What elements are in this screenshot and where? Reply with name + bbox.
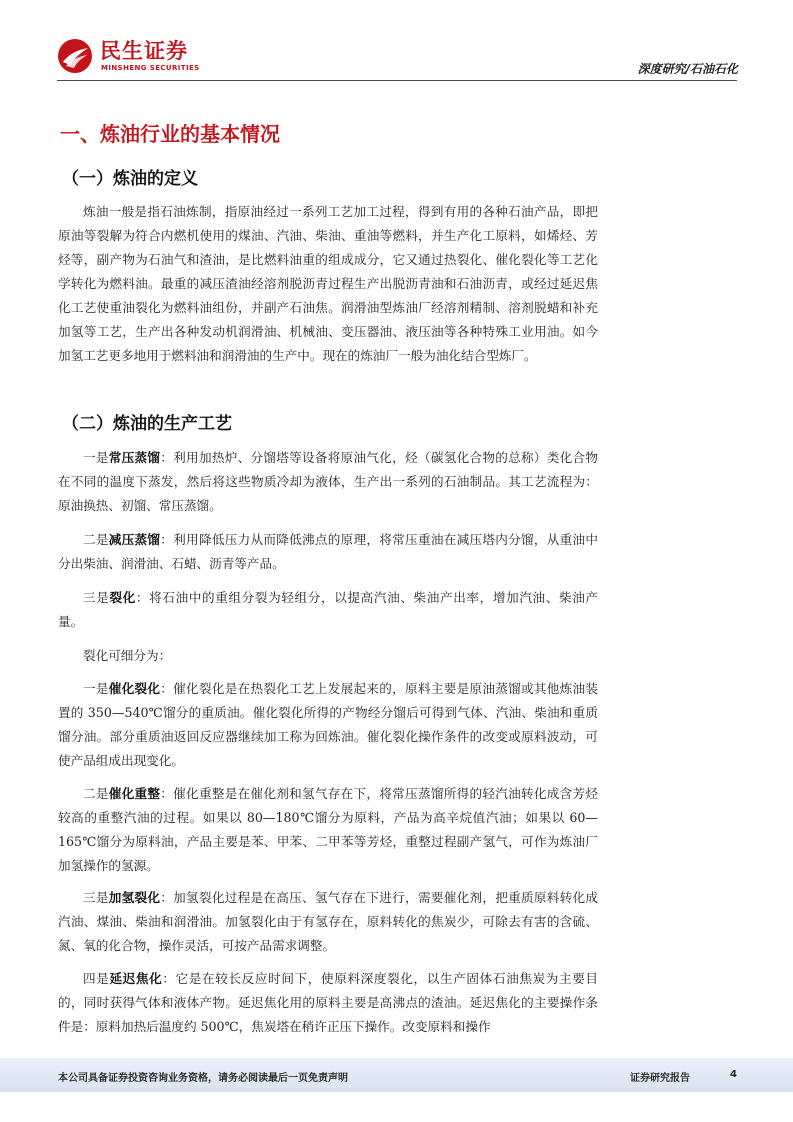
process-paragraph-reforming: [58, 782, 598, 878]
report-category: 深度研究/石油石化: [637, 62, 738, 76]
page-footer: [0, 1058, 793, 1122]
subsection-title-definition: （一）炼油的定义: [62, 169, 198, 189]
paragraph-lead: 三是: [83, 890, 109, 905]
paragraph-body: ：催化重整是在催化剂和氢气存在下，将常压蒸馏所得的轻汽油转化成含芳烃较高的重整汽油的过程。如果以 80—180℃馏分为原料，产品为高辛烷值汽油；如果以 60—165℃馏分为原料油，产品主要是苯、甲苯、二甲苯等芳烃，重整过程副产氢气，可作为炼油厂加氢操作的氢源。: [58, 786, 599, 873]
page-number: 4: [730, 1069, 737, 1080]
paragraph-lead: 四是: [83, 971, 110, 986]
process-paragraph-vacuum: [58, 528, 598, 576]
process-term: 催化裂化: [108, 681, 161, 696]
paragraph-body: ：将石油中的重组分裂为轻组分，以提高汽油、柴油产出率，增加汽油、柴油产量。: [58, 590, 599, 629]
page-header: [0, 0, 793, 80]
logo-text-en: MINSHENG SECURITIES: [101, 64, 200, 72]
process-paragraph-cracking: [58, 586, 598, 634]
paragraph-lead: 一是: [83, 681, 109, 696]
paragraph-body: ：它是在较长反应时间下，使原料深度裂化，以生产固体石油焦炭为主要目的，同时获得气体和液体产物。延迟焦化用的原料主要是高沸点的渣油。延迟焦化的主要操作条件是：原料加热后温度约 500℃，焦炭塔在稍许正压下操作。改变原料和操作: [58, 971, 599, 1034]
process-term: 减压蒸馏: [108, 532, 161, 547]
paragraph-lead: 二是: [83, 786, 109, 801]
footer-report-type: 证券研究报告: [630, 1073, 690, 1084]
process-term: 裂化: [109, 590, 136, 605]
paragraph-body: ：加氢裂化过程是在高压、氢气存在下进行，需要催化剂，把重质原料转化成汽油、煤油、柴油和润滑油。加氢裂化由于有氢存在，原料转化的焦炭少，可除去有害的含硫、氮、氧的化合物，操作灵活，可按产品需求调整。: [58, 890, 599, 953]
cracking-subtypes-intro: 裂化可细分为：: [83, 648, 172, 663]
subsection-title-process: （二）炼油的生产工艺: [62, 414, 232, 434]
process-paragraph-hydrocracking: [58, 886, 598, 958]
process-paragraph-fcc: [58, 677, 598, 773]
paragraph-body: ：利用降低压力从而降低沸点的原理，将常压重油在减压塔内分馏，从重油中分出柴油、润滑油、石蜡、沥青等产品。: [58, 532, 599, 571]
header-divider: [57, 80, 737, 81]
paragraph-lead: 二是: [83, 532, 109, 547]
logo-text-cn: 民生证券: [100, 39, 188, 63]
process-term: 催化重整: [108, 786, 161, 801]
process-term: 常压蒸馏: [108, 450, 161, 465]
footer-disclaimer: 本公司具备证券投资咨询业务资格，请务必阅读最后一页免责声明: [58, 1073, 348, 1084]
process-paragraph-coking: [58, 967, 598, 1039]
process-paragraph-atmospheric: [58, 446, 598, 518]
section-title: 一、炼油行业的基本情况: [60, 122, 280, 146]
paragraph-body: ：利用加热炉、分馏塔等设备将原油气化，烃（碳氢化合物的总称）类化合物在不同的温度下蒸发，然后将这些物质冷却为液体，生产出一系列的石油制品。其工艺流程为：原油换热、初馏、常压蒸馏。: [58, 450, 599, 513]
paragraph-body: ：催化裂化是在热裂化工艺上发展起来的，原料主要是原油蒸馏或其他炼油装置的 350—540℃馏分的重质油。催化裂化所得的产物经分馏后可得到气体、汽油、柴油和重质馏分油。部分重质油返回反应器继续加工称为回炼油。催化裂化操作条件的改变或原料波动，可使产品组成出现变化。: [58, 681, 599, 768]
minsheng-logo-icon: [57, 38, 93, 74]
paragraph-lead: 一是: [83, 450, 109, 465]
definition-paragraph: 炼油一般是指石油炼制，指原油经过一系列工艺加工过程，得到有用的各种石油产品，即把原油等裂解为符合内燃机使用的煤油、汽油、柴油、重油等燃料，并生产化工原料，如烯烃、芳烃等，副产物为石油气和渣油，是比燃料油重的组成成分，它又通过热裂化、催化裂化等工艺化学转化为燃料油。最重的减压渣油经溶剂脱沥青过程生产出脱沥青油和石油沥青，或经过延迟焦化工艺使重油裂化为燃料油组份，并副产石油焦。润滑油型炼油厂经溶剂精制、溶剂脱蜡和补充加氢等工艺，生产出各种发动机润滑油、机械油、变压器油、液压油等各种特殊工业用油。如今加氢工艺更多地用于燃料油和润滑油的生产中。现在的炼油厂一般为油化结合型炼厂。: [58, 204, 598, 363]
process-term: 延迟焦化: [109, 971, 163, 986]
process-term: 加氢裂化: [108, 890, 161, 905]
paragraph-lead: 三是: [83, 590, 110, 605]
